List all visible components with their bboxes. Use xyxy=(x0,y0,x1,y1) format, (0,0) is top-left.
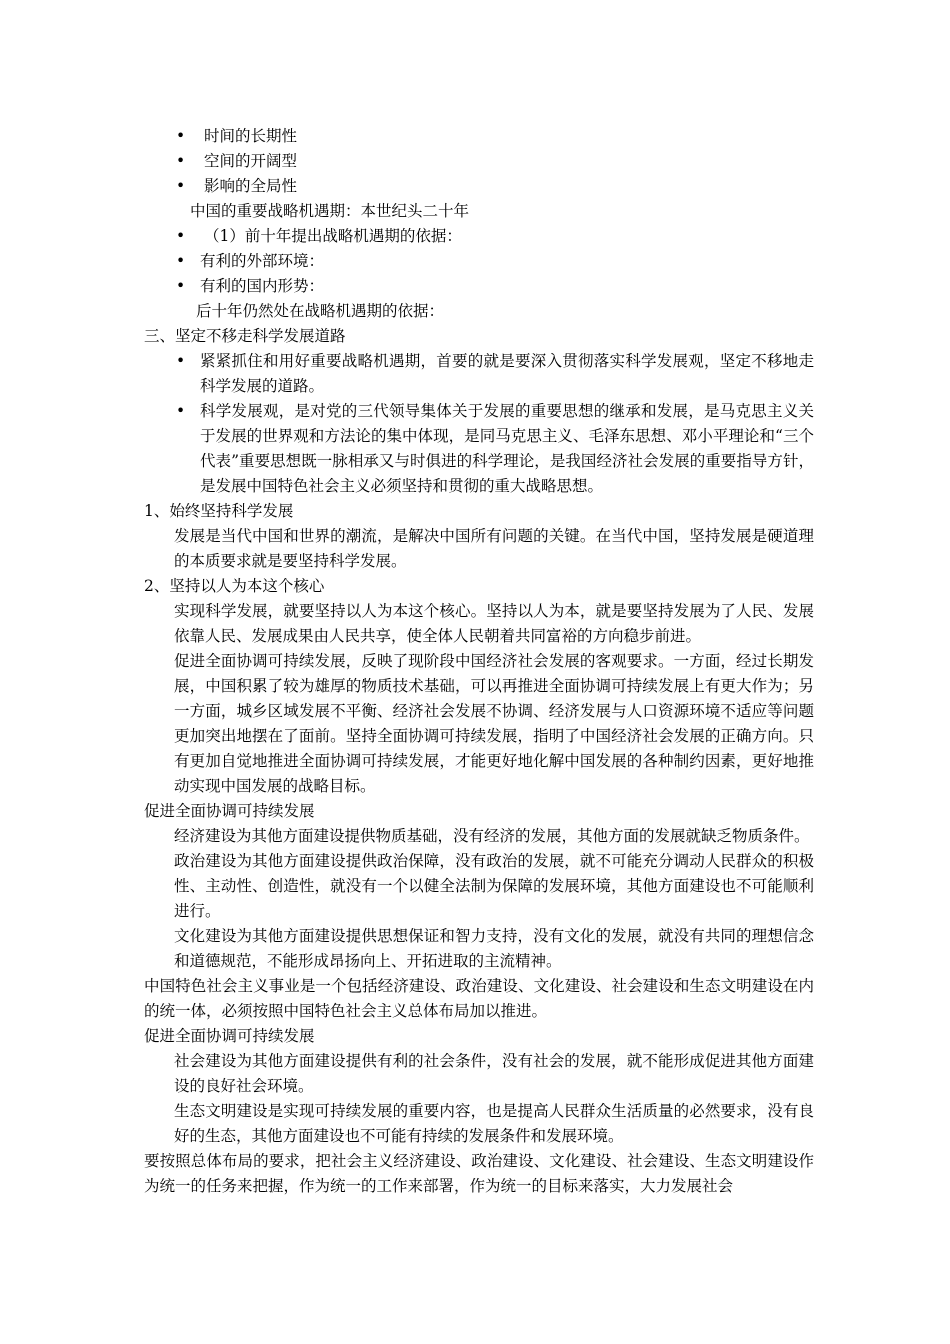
bullet-icon: • xyxy=(176,227,186,245)
bullet-icon: • xyxy=(176,402,186,420)
section-heading: 促进全面协调可持续发展 xyxy=(144,1027,315,1045)
list-item: • 科学发展观，是对党的三代领导集体关于发展的重要思想的继承和发展，是马克思主义关于发展的世界观和方法论的集中体现，是同马克思主义、毛泽东思想、邓小平理论和“三个代表”重要思想既一脉相承又与时俱进的科学理论，是我国经济社会发展的重要指导方针，是发展中国特色社会主义必须坚持和贯彻的重大战略思想。 xyxy=(144,399,814,499)
bullet-icon: • xyxy=(176,177,186,195)
text-line: 中国的重要战略机遇期：本世纪头二十年 xyxy=(190,202,470,220)
bullet-icon: • xyxy=(176,277,186,295)
paragraph: 社会建设为其他方面建设提供有利的社会条件，没有社会的发展，就不能形成促进其他方面建设的良好社会环境。 xyxy=(174,1052,814,1095)
section-heading: 2、坚持以人为本这个核心 xyxy=(144,577,325,595)
section-heading: 促进全面协调可持续发展 xyxy=(144,802,315,820)
list-item: • 有利的外部环境： xyxy=(144,249,814,274)
paragraph: 政治建设为其他方面建设提供政治保障，没有政治的发展，就不可能充分调动人民群众的积极性、主动性、创造性，就没有一个以健全法制为保障的发展环境，其他方面建设也不可能顺利进行。 xyxy=(174,852,814,920)
paragraph: 促进全面协调可持续发展，反映了现阶段中国经济社会发展的客观要求。一方面，经过长期发展，中国积累了较为雄厚的物质技术基础，可以再推进全面协调可持续发展上有更大作为；另一方面，城乡区域发展不平衡、经济社会发展不协调、经济发展与人口资源环境不适应等问题更加突出地摆在了面前。坚持全面协调可持续发展，指明了中国经济社会发展的正确方向。只有更加自觉地推进全面协调可持续发展，才能更好地化解中国发展的各种制约因素，更好地推动实现中国发展的战略目标。 xyxy=(174,652,814,795)
text-line: 后十年仍然处在战略机遇期的依据： xyxy=(196,302,445,320)
list-item: • （1）前十年提出战略机遇期的依据： xyxy=(144,224,814,249)
list-item: • 紧紧抓住和用好重要战略机遇期，首要的就是要深入贯彻落实科学发展观，坚定不移地走科学发展的道路。 xyxy=(144,349,814,399)
bullet-icon: • xyxy=(176,127,186,145)
list-item: • 影响的全局性 xyxy=(144,174,814,199)
paragraph: 要按照总体布局的要求，把社会主义经济建设、政治建设、文化建设、社会建设、生态文明建设作为统一的任务来把握，作为统一的工作来部署，作为统一的目标来落实，大力发展社会 xyxy=(144,1152,814,1195)
bullet-icon: • xyxy=(176,352,186,370)
list-item: • 时间的长期性 xyxy=(144,124,814,149)
paragraph: 文化建设为其他方面建设提供思想保证和智力支持，没有文化的发展，就没有共同的理想信念和道德规范，不能形成昂扬向上、开拓进取的主流精神。 xyxy=(174,927,814,970)
bullet-icon: • xyxy=(176,152,186,170)
paragraph: 发展是当代中国和世界的潮流，是解决中国所有问题的关键。在当代中国，坚持发展是硬道理的本质要求就是要坚持科学发展。 xyxy=(174,527,814,570)
document-body xyxy=(144,124,814,1199)
section-heading: 三、坚定不移走科学发展道路 xyxy=(144,327,346,345)
list-item: • 有利的国内形势： xyxy=(144,274,814,299)
bullet-icon: • xyxy=(176,252,186,270)
paragraph: 生态文明建设是实现可持续发展的重要内容，也是提高人民群众生活质量的必然要求，没有良好的生态，其他方面建设也不可能有持续的发展条件和发展环境。 xyxy=(174,1102,814,1145)
section-heading: 1、始终坚持科学发展 xyxy=(144,502,294,520)
paragraph: 经济建设为其他方面建设提供物质基础，没有经济的发展，其他方面的发展就缺乏物质条件。 xyxy=(174,827,810,845)
paragraph: 实现科学发展，就要坚持以人为本这个核心。坚持以人为本，就是要坚持发展为了人民、发展依靠人民、发展成果由人民共享，使全体人民朝着共同富裕的方向稳步前进。 xyxy=(174,602,814,645)
list-item: • 空间的开阔型 xyxy=(144,149,814,174)
paragraph: 中国特色社会主义事业是一个包括经济建设、政治建设、文化建设、社会建设和生态文明建设在内的统一体，必须按照中国特色社会主义总体布局加以推进。 xyxy=(144,977,814,1020)
